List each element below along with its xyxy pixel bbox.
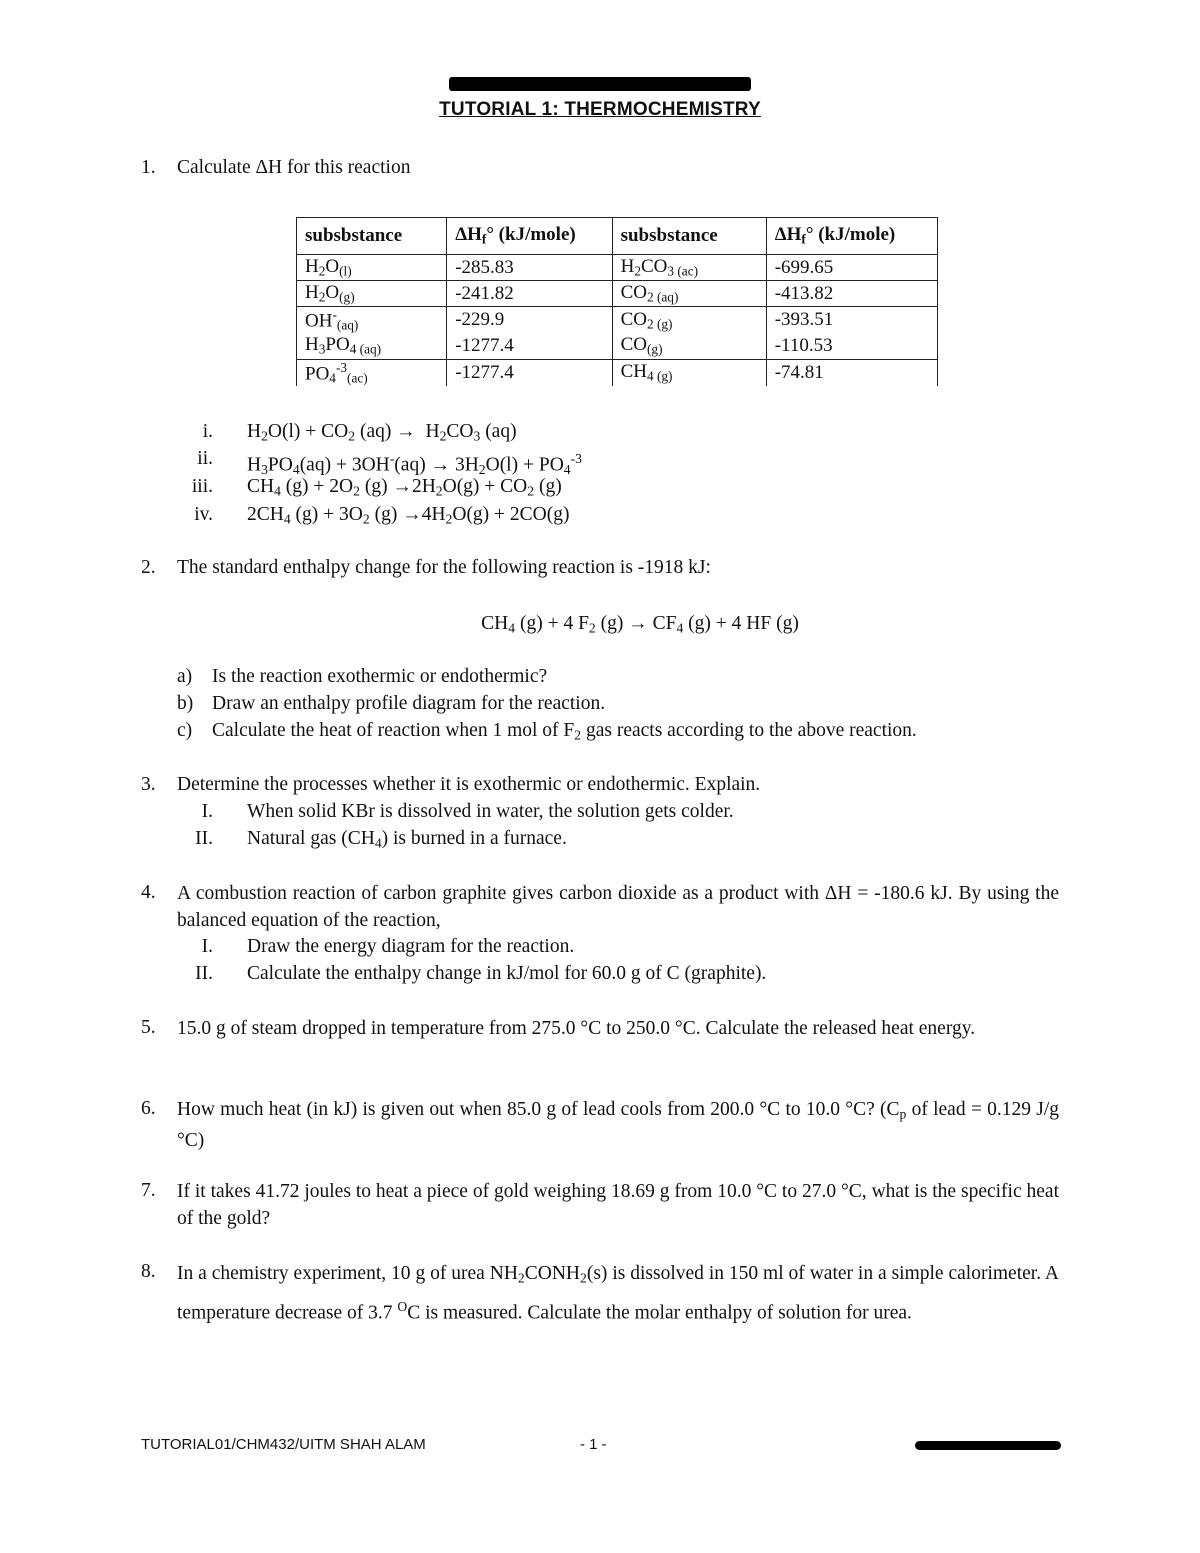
table-cell: -1277.4 bbox=[447, 359, 612, 386]
table-row bbox=[297, 359, 938, 386]
enthalpy-table bbox=[296, 217, 938, 386]
q4-part-label: II. bbox=[195, 963, 213, 984]
table-cell: $H_2O_{(g)}$ bbox=[297, 281, 447, 307]
reaction-equation: $H_3PO_4(aq) + 3OH^-(aq) \to 3H_2O(l) + PO_4^{-3}$ bbox=[247, 451, 582, 477]
table-cell: -241.82 bbox=[447, 281, 612, 307]
table-header: subsbstance bbox=[612, 218, 766, 255]
table-cell: -74.81 bbox=[766, 359, 937, 386]
q3-part-label: II. bbox=[195, 828, 213, 849]
q4-text: A combustion reaction of carbon graphite gives carbon dioxide as a product with ΔH = -180.6 kJ. By using the balanced equation of the reaction, bbox=[177, 883, 1059, 931]
q2-part-label: a) bbox=[177, 666, 193, 687]
table-row bbox=[297, 255, 938, 281]
q2-text: The standard enthalpy change for the following reaction is -1918 kJ: bbox=[177, 557, 711, 578]
footer-course-code: TUTORIAL01/CHM432/UITM SHAH ALAM bbox=[141, 1436, 426, 1453]
table-cell: $H_2O_{(l)}$ bbox=[297, 255, 447, 281]
q4-part-text: Calculate the enthalpy change in kJ/mol for 60.0 g of C (graphite). bbox=[247, 963, 767, 984]
reaction-equation: $2CH_4$ $(g) + 3O_2$ $(g) \to 4H_2O(g) + 2CO(g)$ bbox=[247, 504, 570, 527]
q2-part-text: Calculate the heat of reaction when 1 mol of $F_2$ gas reacts according to the above reaction. bbox=[212, 720, 917, 743]
q5-text: 15.0 g of steam dropped in temperature from 275.0 °C to 250.0 °C. Calculate the released heat energy. bbox=[177, 1018, 976, 1039]
table-row bbox=[297, 307, 938, 334]
q7-text: If it takes 41.72 joules to heat a piece of gold weighing 18.69 g from 10.0 °C to 27.0 °C, what is the specific heat of the gold? bbox=[177, 1181, 1059, 1229]
reaction-number: i. bbox=[202, 421, 213, 442]
reaction-equation: $CH_4$ $(g) + 2O_2$ $(g) \to 2H_2O(g) + CO_2$ (g) bbox=[247, 476, 562, 499]
table-header: $\Delta H_f^\circ$ (kJ/mole) bbox=[447, 218, 612, 255]
reaction-number: ii. bbox=[197, 448, 213, 469]
table-cell: -229.9 bbox=[447, 307, 612, 334]
reaction-number: iii. bbox=[191, 476, 213, 497]
table-row bbox=[297, 281, 938, 307]
header-bar bbox=[449, 77, 751, 91]
q3-part-text: Natural gas $(CH_4)$ is burned in a furnace. bbox=[247, 828, 567, 851]
table-cell: $PO_4^{-3}_{(ac)}$ bbox=[297, 359, 447, 386]
table-header-row bbox=[297, 218, 938, 255]
table-header: $\Delta H_f^\circ$ (kJ/mole) bbox=[766, 218, 937, 255]
q3-text: Determine the processes whether it is exothermic or endothermic. Explain. bbox=[177, 774, 761, 795]
q6-number: 6. bbox=[141, 1098, 156, 1119]
footer-page-number: - 1 - bbox=[580, 1436, 607, 1453]
table-cell: -285.83 bbox=[447, 255, 612, 281]
q3-part-text: When solid KBr is dissolved in water, the solution gets colder. bbox=[247, 801, 734, 822]
q3-part-label: I. bbox=[201, 801, 213, 822]
table-cell: -393.51 bbox=[766, 307, 937, 334]
table-row bbox=[297, 334, 938, 360]
page-title: TUTORIAL 1: THERMOCHEMISTRY bbox=[439, 99, 761, 120]
q4-part-text: Draw the energy diagram for the reaction. bbox=[247, 936, 575, 957]
q5-number: 5. bbox=[141, 1017, 156, 1038]
table-cell: $CO_{2 (g)}$ bbox=[612, 307, 766, 334]
reaction-number: iv. bbox=[194, 504, 213, 525]
footer-bar bbox=[915, 1441, 1061, 1450]
table-cell: -110.53 bbox=[766, 334, 937, 360]
q2-part-text: Draw an enthalpy profile diagram for the reaction. bbox=[212, 693, 606, 714]
reaction-equation: $H_2O(l) + CO_2$ $(aq) \to H_2CO_3$ (aq) bbox=[247, 421, 517, 444]
q3-number: 3. bbox=[141, 774, 156, 795]
q8-text: In a chemistry experiment, 10 g of urea $NH_2CONH_2(s)$ is dissolved in 150 ml of water in a simple calorimeter. A temperature decrease of 3.7 $^O$C is measured. Calculate the molar enthalpy of solution for urea. bbox=[177, 1263, 1059, 1324]
table-cell: -1277.4 bbox=[447, 334, 612, 360]
table-header: subsbstance bbox=[297, 218, 447, 255]
table-cell: $OH^-_{(aq)}$ bbox=[297, 307, 447, 334]
q1-text: Calculate ΔH for this reaction bbox=[177, 157, 411, 178]
q2-number: 2. bbox=[141, 557, 156, 578]
table-cell: -413.82 bbox=[766, 281, 937, 307]
q2-part-label: b) bbox=[177, 693, 194, 714]
table-cell: $H_3PO_{4 (aq)}$ bbox=[297, 334, 447, 360]
q1-number: 1. bbox=[141, 157, 156, 178]
table-cell: $CO_{2 (aq)}$ bbox=[612, 281, 766, 307]
q7-number: 7. bbox=[141, 1180, 156, 1201]
table-cell: $CH_{4 (g)}$ bbox=[612, 359, 766, 386]
q4-part-label: I. bbox=[201, 936, 213, 957]
table-cell: $CO_{(g)}$ bbox=[612, 334, 766, 360]
q2-equation: $CH_4$ (g) + 4 $F_2$ $(g) \to CF_4$ (g) + 4 HF (g) bbox=[481, 613, 799, 636]
q2-part-text: Is the reaction exothermic or endothermic? bbox=[212, 666, 548, 687]
table-cell: -699.65 bbox=[766, 255, 937, 281]
table-cell: $H_2CO_{3 (ac)}$ bbox=[612, 255, 766, 281]
q6-text: How much heat (in kJ) is given out when 85.0 g of lead cools from 200.0 °C to 10.0 °C? ($C_p$ of lead = 0.129 J/g °C) bbox=[177, 1099, 1059, 1152]
q2-part-label: c) bbox=[177, 720, 193, 741]
q4-number: 4. bbox=[141, 882, 156, 903]
q8-number: 8. bbox=[141, 1261, 156, 1282]
